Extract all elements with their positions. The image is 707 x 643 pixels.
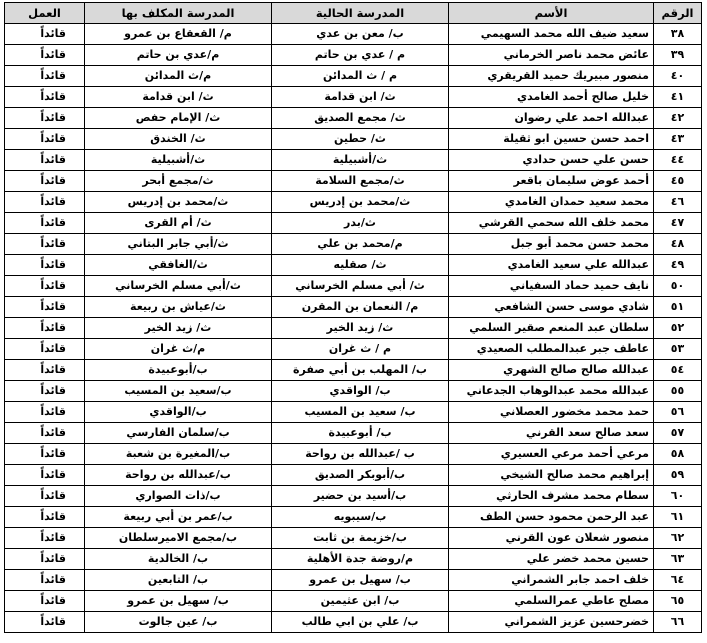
teacher-name-cell: عاطف جبر عبدالمطلب الصعيدي — [449, 339, 654, 360]
current-school-cell: ب/ سهيل بن عمرو — [272, 570, 449, 591]
assigned-school-cell: ث/عياش بن ربيعة — [85, 297, 272, 318]
header-number: الرقم — [654, 3, 702, 24]
teacher-name-cell: منصور شعلان عون القرني — [449, 528, 654, 549]
assigned-school-cell: ث/ أم القرى — [85, 213, 272, 234]
assigned-school-cell: ب/أبوعبيدة — [85, 360, 272, 381]
row-number-cell: ٤٣ — [654, 129, 702, 150]
current-school-cell: ث/ أبي مسلم الخرساني — [272, 276, 449, 297]
teacher-name-cell: سطام محمد مشرف الحارثي — [449, 486, 654, 507]
current-school-cell: م/ النعمان بن المقرن — [272, 297, 449, 318]
work-role-cell: قائداً — [5, 276, 85, 297]
teacher-name-cell: سعيد ضيف الله محمد السهيمي — [449, 24, 654, 45]
current-school-cell: ب/ علي بن ابي طالب — [272, 612, 449, 633]
teacher-name-cell: منصور مبيريك حميد القريقري — [449, 66, 654, 87]
current-school-cell: ب/سيبويه — [272, 507, 449, 528]
row-number-cell: ٥٧ — [654, 423, 702, 444]
assigned-school-cell: ث/ الإمام حفص — [85, 108, 272, 129]
work-role-cell: قائداً — [5, 129, 85, 150]
work-role-cell: قائداً — [5, 549, 85, 570]
row-number-cell: ٥٩ — [654, 465, 702, 486]
current-school-cell: ث/بدر — [272, 213, 449, 234]
current-school-cell: ب/ الواقدي — [272, 381, 449, 402]
row-number-cell: ٦٢ — [654, 528, 702, 549]
work-role-cell: قائداً — [5, 108, 85, 129]
header-name: الأسم — [449, 3, 654, 24]
table-row — [5, 171, 702, 192]
current-school-cell: ث/ مجمع الصديق — [272, 108, 449, 129]
current-school-cell: م / ث المدائن — [272, 66, 449, 87]
current-school-cell: ث/ صقليه — [272, 255, 449, 276]
teacher-name-cell: عبدالله علي سعيد الغامدي — [449, 255, 654, 276]
table-row — [5, 213, 702, 234]
work-role-cell: قائداً — [5, 87, 85, 108]
current-school-cell: م / ث غران — [272, 339, 449, 360]
teacher-name-cell: محمد خلف الله سحمي القرشي — [449, 213, 654, 234]
row-number-cell: ٥٤ — [654, 360, 702, 381]
table-row — [5, 591, 702, 612]
assigned-school-cell: ث/أبي مسلم الخرساني — [85, 276, 272, 297]
teacher-name-cell: سلطان عبد المنعم صقير السلمي — [449, 318, 654, 339]
work-role-cell: قائداً — [5, 591, 85, 612]
table-row — [5, 570, 702, 591]
row-number-cell: ٤٧ — [654, 213, 702, 234]
assigned-school-cell: ب/ الخالدية — [85, 549, 272, 570]
teacher-name-cell: إبراهيم محمد صالح الشيخي — [449, 465, 654, 486]
table-row — [5, 507, 702, 528]
current-school-cell: ث/أشبيلية — [272, 150, 449, 171]
row-number-cell: ٤٦ — [654, 192, 702, 213]
row-number-cell: ٦١ — [654, 507, 702, 528]
assigned-school-cell: ب/ذات الصواري — [85, 486, 272, 507]
teacher-name-cell: عبدالله محمد عبدالوهاب الجدعاني — [449, 381, 654, 402]
work-role-cell: قائداً — [5, 213, 85, 234]
table-row — [5, 45, 702, 66]
work-role-cell: قائداً — [5, 297, 85, 318]
work-role-cell: قائداً — [5, 45, 85, 66]
row-number-cell: ٣٩ — [654, 45, 702, 66]
table-row — [5, 549, 702, 570]
table-row — [5, 255, 702, 276]
teacher-name-cell: خلف احمد جابر الشمراني — [449, 570, 654, 591]
assigned-school-cell: ث/أبي جابر البتاني — [85, 234, 272, 255]
assigned-school-cell: ب/سعيد بن المسيب — [85, 381, 272, 402]
work-role-cell: قائداً — [5, 570, 85, 591]
assigned-school-cell: ب/ عين جالوت — [85, 612, 272, 633]
teacher-name-cell: عبدالله احمد علي رضوان — [449, 108, 654, 129]
teacher-name-cell: نايف حميد حماد السفياني — [449, 276, 654, 297]
current-school-cell: م/روضة جدة الأهلية — [272, 549, 449, 570]
table-row — [5, 297, 702, 318]
current-school-cell: م / عدي بن حاتم — [272, 45, 449, 66]
assigned-school-cell: ث/ الخندق — [85, 129, 272, 150]
teacher-name-cell: عبد الرحمن محمود حسن الطف — [449, 507, 654, 528]
work-role-cell: قائداً — [5, 360, 85, 381]
row-number-cell: ٤١ — [654, 87, 702, 108]
teacher-name-cell: خليل صالح أحمد الغامدي — [449, 87, 654, 108]
assigned-school-cell: ث/أشبيلية — [85, 150, 272, 171]
current-school-cell: ب/ أبوعبيدة — [272, 423, 449, 444]
row-number-cell: ٤٤ — [654, 150, 702, 171]
assigned-school-cell: ث/ زيد الخير — [85, 318, 272, 339]
table-row — [5, 318, 702, 339]
teacher-name-cell: حمد محمد مخضور العصلاني — [449, 402, 654, 423]
row-number-cell: ٦٣ — [654, 549, 702, 570]
work-role-cell: قائداً — [5, 318, 85, 339]
table-row — [5, 465, 702, 486]
current-school-cell: م/محمد بن علي — [272, 234, 449, 255]
table-row — [5, 381, 702, 402]
work-role-cell: قائداً — [5, 339, 85, 360]
work-role-cell: قائداً — [5, 24, 85, 45]
table-row — [5, 129, 702, 150]
assigned-school-cell: ب/مجمع الاميرسلطان — [85, 528, 272, 549]
assigned-school-cell: ب/ سهيل بن عمرو — [85, 591, 272, 612]
row-number-cell: ٤٠ — [654, 66, 702, 87]
row-number-cell: ٤٢ — [654, 108, 702, 129]
row-number-cell: ٥٦ — [654, 402, 702, 423]
assigned-school-cell: م/عدي بن حاتم — [85, 45, 272, 66]
row-number-cell: ٦٠ — [654, 486, 702, 507]
work-role-cell: قائداً — [5, 381, 85, 402]
row-number-cell: ٥١ — [654, 297, 702, 318]
assigned-school-cell: ب/سلمان الفارسي — [85, 423, 272, 444]
teacher-name-cell: حسين محمد خضر علي — [449, 549, 654, 570]
assigned-school-cell: ث/مجمع أبحر — [85, 171, 272, 192]
row-number-cell: ٤٩ — [654, 255, 702, 276]
teacher-name-cell: مصلح عاطي عمرالسلمي — [449, 591, 654, 612]
work-role-cell: قائداً — [5, 255, 85, 276]
header-row — [5, 3, 702, 24]
assigned-school-cell: ب/عمر بن أبي ربيعة — [85, 507, 272, 528]
work-role-cell: قائداً — [5, 171, 85, 192]
current-school-cell: ب/خزيمة بن ثابت — [272, 528, 449, 549]
row-number-cell: ٦٤ — [654, 570, 702, 591]
work-role-cell: قائداً — [5, 192, 85, 213]
current-school-cell: ث/محمد بن إدريس — [272, 192, 449, 213]
table-row — [5, 402, 702, 423]
current-school-cell: ث/ حطين — [272, 129, 449, 150]
teacher-name-cell: محمد سعيد حمدان الغامدي — [449, 192, 654, 213]
header-work: العمل — [5, 3, 85, 24]
header-current-school: المدرسة الحالية — [272, 3, 449, 24]
table-body — [5, 24, 702, 633]
header-assigned-school: المدرسة المكلف بها — [85, 3, 272, 24]
assigned-school-cell: ث/ ابن قدامة — [85, 87, 272, 108]
teacher-name-cell: شادي موسى حسن الشافعي — [449, 297, 654, 318]
table-row — [5, 360, 702, 381]
row-number-cell: ٦٦ — [654, 612, 702, 633]
teacher-name-cell: مرعي أحمد مرعي العسيري — [449, 444, 654, 465]
teacher-name-cell: خضرحسين عزيز الشمراني — [449, 612, 654, 633]
table-row — [5, 234, 702, 255]
row-number-cell: ٦٥ — [654, 591, 702, 612]
current-school-cell: ث/ ابن قدامة — [272, 87, 449, 108]
teacher-name-cell: حسن علي حسن حدادي — [449, 150, 654, 171]
assigned-school-cell: ث/محمد بن إدريس — [85, 192, 272, 213]
table-row — [5, 150, 702, 171]
current-school-cell: ب/أسيد بن حضير — [272, 486, 449, 507]
current-school-cell: ث/مجمع السلامة — [272, 171, 449, 192]
table-row — [5, 339, 702, 360]
assignments-table — [4, 2, 702, 633]
table-header — [5, 3, 702, 24]
work-role-cell: قائداً — [5, 402, 85, 423]
table-row — [5, 66, 702, 87]
teacher-name-cell: عبدالله صالح صالح الشهري — [449, 360, 654, 381]
row-number-cell: ٥٥ — [654, 381, 702, 402]
current-school-cell: ب/ ابن عثيمين — [272, 591, 449, 612]
assigned-school-cell: ب/ التابعين — [85, 570, 272, 591]
teacher-name-cell: سعد صالح سعد القرني — [449, 423, 654, 444]
current-school-cell: ب/ معن بن عدي — [272, 24, 449, 45]
assigned-school-cell: م/ث غران — [85, 339, 272, 360]
current-school-cell: ب /عبدالله بن رواحة — [272, 444, 449, 465]
current-school-cell: ب/ المهلب بن أبي صفرة — [272, 360, 449, 381]
teacher-name-cell: أحمد عوض سليمان باقعر — [449, 171, 654, 192]
table-row — [5, 276, 702, 297]
row-number-cell: ٤٨ — [654, 234, 702, 255]
assigned-school-cell: م/ث المدائن — [85, 66, 272, 87]
assigned-school-cell: ث/الغافقي — [85, 255, 272, 276]
work-role-cell: قائداً — [5, 528, 85, 549]
work-role-cell: قائداً — [5, 507, 85, 528]
table-row — [5, 444, 702, 465]
table-row — [5, 612, 702, 633]
work-role-cell: قائداً — [5, 150, 85, 171]
current-school-cell: ث/ زيد الخير — [272, 318, 449, 339]
work-role-cell: قائداً — [5, 234, 85, 255]
current-school-cell: ب/أبوبكر الصديق — [272, 465, 449, 486]
table-row — [5, 423, 702, 444]
assigned-school-cell: م/ القعقاع بن عمرو — [85, 24, 272, 45]
work-role-cell: قائداً — [5, 66, 85, 87]
work-role-cell: قائداً — [5, 423, 85, 444]
row-number-cell: ٤٥ — [654, 171, 702, 192]
row-number-cell: ٥٨ — [654, 444, 702, 465]
table-row — [5, 87, 702, 108]
teacher-name-cell: احمد حسن حسين ابو ثقيلة — [449, 129, 654, 150]
work-role-cell: قائداً — [5, 444, 85, 465]
assigned-school-cell: ب/عبدالله بن رواحة — [85, 465, 272, 486]
table-row — [5, 192, 702, 213]
work-role-cell: قائداً — [5, 612, 85, 633]
teacher-name-cell: محمد حسن محمد أبو جبل — [449, 234, 654, 255]
work-role-cell: قائداً — [5, 465, 85, 486]
teacher-name-cell: عائض محمد ناصر الخرماني — [449, 45, 654, 66]
row-number-cell: ٥٢ — [654, 318, 702, 339]
row-number-cell: ٣٨ — [654, 24, 702, 45]
table-row — [5, 108, 702, 129]
table-row — [5, 528, 702, 549]
assigned-school-cell: ب/المغيرة بن شعبة — [85, 444, 272, 465]
work-role-cell: قائداً — [5, 486, 85, 507]
row-number-cell: ٥٣ — [654, 339, 702, 360]
assigned-school-cell: ب/الواقدي — [85, 402, 272, 423]
table-row — [5, 24, 702, 45]
row-number-cell: ٥٠ — [654, 276, 702, 297]
current-school-cell: ب/ سعيد بن المسيب — [272, 402, 449, 423]
table-row — [5, 486, 702, 507]
